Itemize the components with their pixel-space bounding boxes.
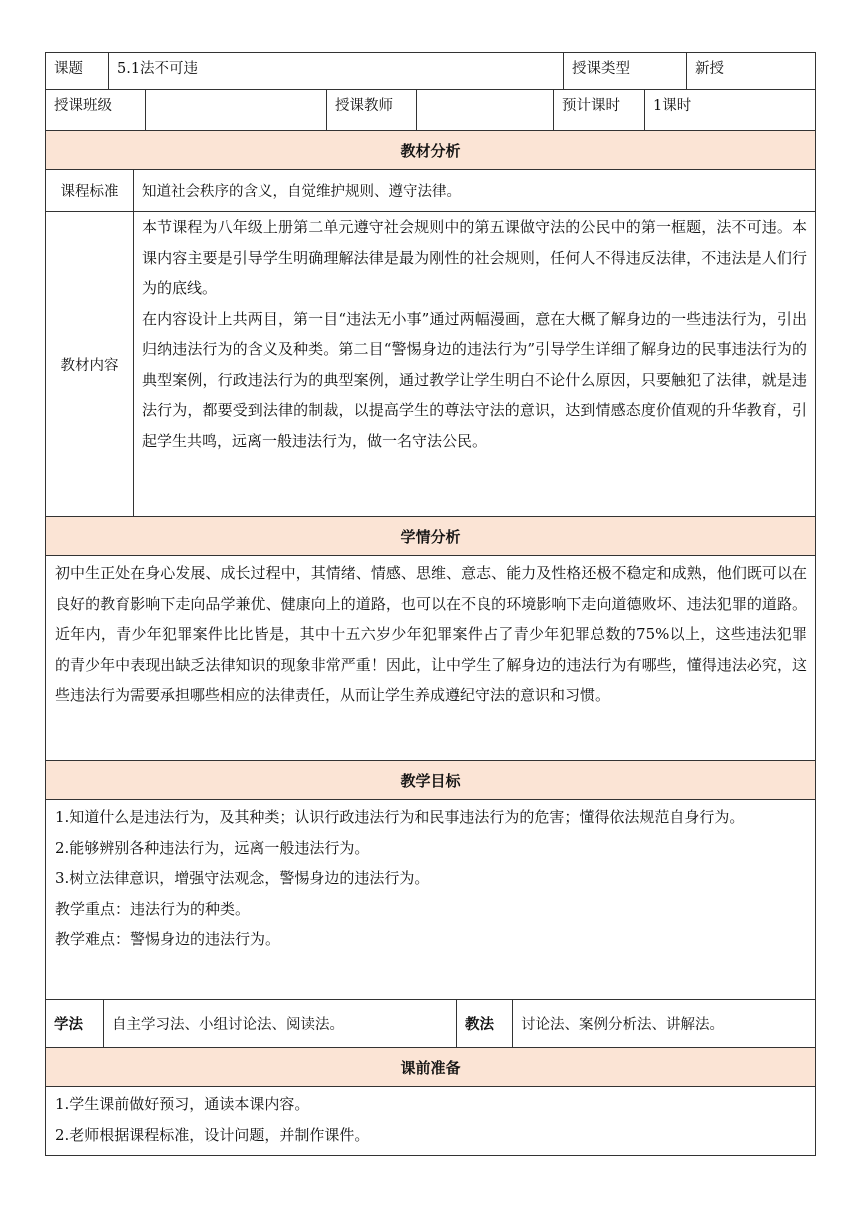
section-title: 教学目标 (400, 771, 461, 790)
key-point: 教学重点：违法行为的种类。 (55, 899, 251, 918)
content-paragraph-2: 在内容设计上共两目，第一目“违法无小事”通过两幅漫画，意在大概了解身边的一些违法行为，引出归纳违法行为的含义及种类。第二目“警惕身边的违法行为”引导学生详细了解身边的民事违法行为的典型案例，行政违法行为的典型案例，通过教学让学生明白不论什么原因，只要触犯了法律，就是违法行为，都要受到法律的制裁，以提高学生的尊法守法的意识，达到情感态度价值观的升华教育，引起学生共鸣，远离一般违法行为，做一名守法公民。 (142, 309, 807, 450)
study-method-label: 学法 (46, 1000, 104, 1047)
teach-method-value: 讨论法、案例分析法、讲解法。 (521, 1017, 724, 1033)
topic-value: 5.1法不可违 (109, 53, 564, 89)
learner-analysis-body (45, 556, 816, 761)
content-label: 教材内容 (46, 212, 134, 516)
class-label: 授课班级 (46, 90, 146, 130)
learner-analysis-heading (45, 517, 816, 556)
preparation-body (45, 1087, 816, 1156)
hours-value: 1课时 (653, 98, 692, 114)
hours-label: 预计课时 (554, 90, 645, 130)
content-text (134, 212, 815, 516)
objectives-body (45, 800, 816, 1000)
class-row (45, 90, 816, 131)
topic-row (45, 52, 816, 90)
type-label: 授课类型 (564, 53, 687, 89)
objective-item: 3.树立法律意识，增强守法观念，警惕身边的违法行为。 (55, 869, 430, 887)
study-method-value: 自主学习法、小组讨论法、阅读法。 (104, 1000, 457, 1047)
standard-row (45, 170, 816, 212)
class-value (146, 90, 327, 130)
teach-method-label: 教法 (457, 1000, 513, 1047)
objective-item: 1.知道什么是违法行为，及其种类；认识行政违法行为和民事违法行为的危害；懂得依法规范自身行为。 (55, 808, 745, 826)
preparation-heading (45, 1048, 816, 1087)
standard-label: 课程标准 (46, 170, 134, 211)
preparation-item: 1.学生课前做好预习，通读本课内容。 (55, 1095, 310, 1113)
teacher-label: 授课教师 (327, 90, 417, 130)
methods-row (45, 1000, 816, 1048)
content-row (45, 212, 816, 517)
standard-text: 知道社会秩序的含义，自觉维护规则、遵守法律。 (142, 184, 461, 200)
teacher-value (417, 90, 554, 130)
section-title: 课前准备 (400, 1058, 461, 1077)
section-title: 教材分析 (400, 141, 461, 160)
objectives-heading (45, 761, 816, 800)
topic-label: 课题 (46, 53, 109, 89)
preparation-item: 2.老师根据课程标准，设计问题，并制作课件。 (55, 1125, 370, 1144)
textbook-analysis-heading (45, 131, 816, 170)
type-value: 新授 (695, 61, 724, 77)
objective-item: 2.能够辨别各种违法行为，远离一般违法行为。 (55, 838, 370, 857)
content-paragraph-1: 本节课程为八年级上册第二单元遵守社会规则中的第五课做守法的公民中的第一框题，法不可违。本课内容主要是引导学生明确理解法律是最为刚性的社会规则，任何人不得违反法律，不违法是人们行为的底线。 (142, 218, 807, 297)
learner-analysis-text: 初中生正处在身心发展、成长过程中，其情绪、情感、思维、意志、能力及性格还极不稳定和成熟，他们既可以在良好的教育影响下走向品学兼优、健康向上的道路，也可以在不良的环境影响下走向道德败坏、违法犯罪的道路。近年内，青少年犯罪案件比比皆是，其中十五六岁少年犯罪案件占了青少年犯罪总数的75%以上，这些违法犯罪的青少年中表现出缺乏法律知识的现象非常严重！因此，让中学生了解身边的违法行为有哪些，懂得违法必究，这些违法行为需要承担哪些相应的法律责任，从而让学生养成遵纪守法的意识和习惯。 (55, 564, 807, 704)
lesson-plan-table (45, 52, 816, 1156)
difficult-point: 教学难点：警惕身边的违法行为。 (55, 930, 281, 948)
section-title: 学情分析 (400, 527, 461, 546)
